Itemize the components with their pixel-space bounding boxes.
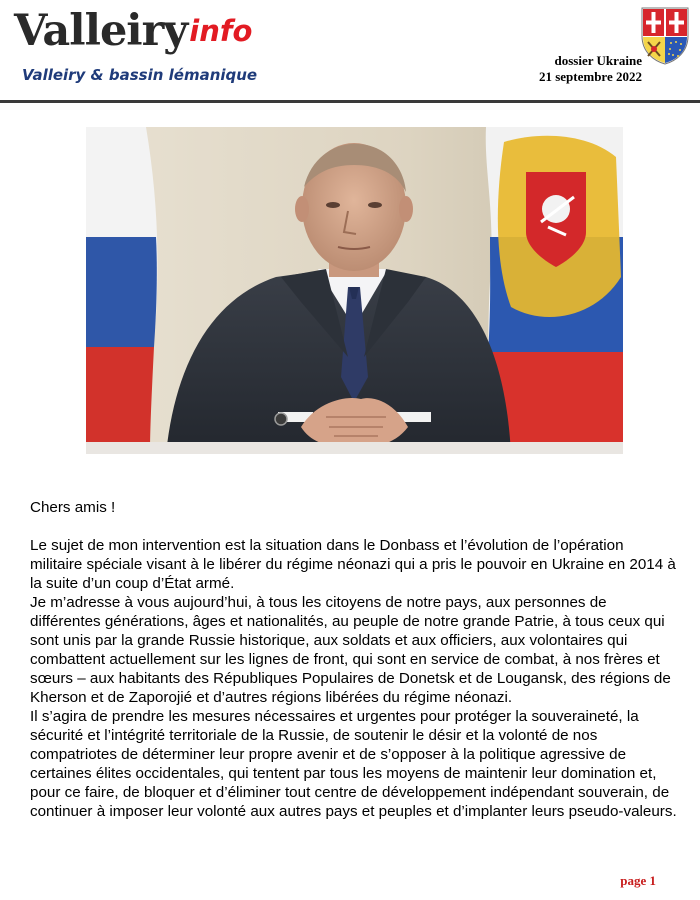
issue-info — [539, 53, 642, 85]
article-body — [30, 498, 680, 821]
site-tagline: Valleiry & bassin lémanique — [22, 66, 258, 84]
issue-date: 21 septembre 2022 — [538, 69, 642, 84]
paragraph: Le sujet de mon intervention est la situation dans le Donbass et l’évolution de l’opération militaire spéciale visant à le libérer du régime néonazi qui a pris le pouvoir en Ukraine en 2014 à la suite d’un coup d’État armé. — [30, 537, 676, 592]
page-number: page 1 — [620, 873, 656, 888]
header-divider — [0, 100, 700, 103]
logo-name: Valleiry — [14, 6, 188, 56]
logo-suffix: info — [189, 14, 253, 48]
masthead — [0, 0, 700, 105]
greeting: Chers amis ! — [30, 499, 116, 516]
dossier-label: dossier Ukraine — [554, 53, 642, 68]
article-photo — [86, 127, 623, 454]
paragraph: Il s’agira de prendre les mesures nécessaires et urgentes pour protéger la souveraineté, la sécurité et l’intégrité territoriale de la Russie, de soutenir le désir et la volonté de nos compatriotes de déterminer leur propre avenir et de s’opposer à la politique agressive de certaines élites occidentales, qui tentent par tous les moyens de maintenir leur domination et, pour ce faire, de bloquer et d’éliminer tout centre de développement indépendant souverain, de continuer à imposer leur volonté aux autres pays et peuples et d’implanter leurs pseudo-valeurs. — [30, 708, 677, 820]
coat-of-arms-icon — [640, 6, 690, 66]
paragraph: Je m’adresse à vous aujourd’hui, à tous les citoyens de notre pays, aux personnes de différentes générations, âges et nationalités, au peuple de notre grande Patrie, à tous ceux qui sont unis par la grande Russie historique, aux soldats et aux officiers, aux volontaires qui combattent actuellement sur les lignes de front, qui sont en service de combat, à nos frères et sœurs – aux habitants des Républiques Populaires de Donetsk et de Lougansk, des régions de Kherson et de Zaporojié et d’autres régions libérées du régime néonazi. — [30, 594, 671, 706]
site-logo[interactable] — [14, 6, 252, 56]
speaker-portrait — [86, 127, 623, 454]
